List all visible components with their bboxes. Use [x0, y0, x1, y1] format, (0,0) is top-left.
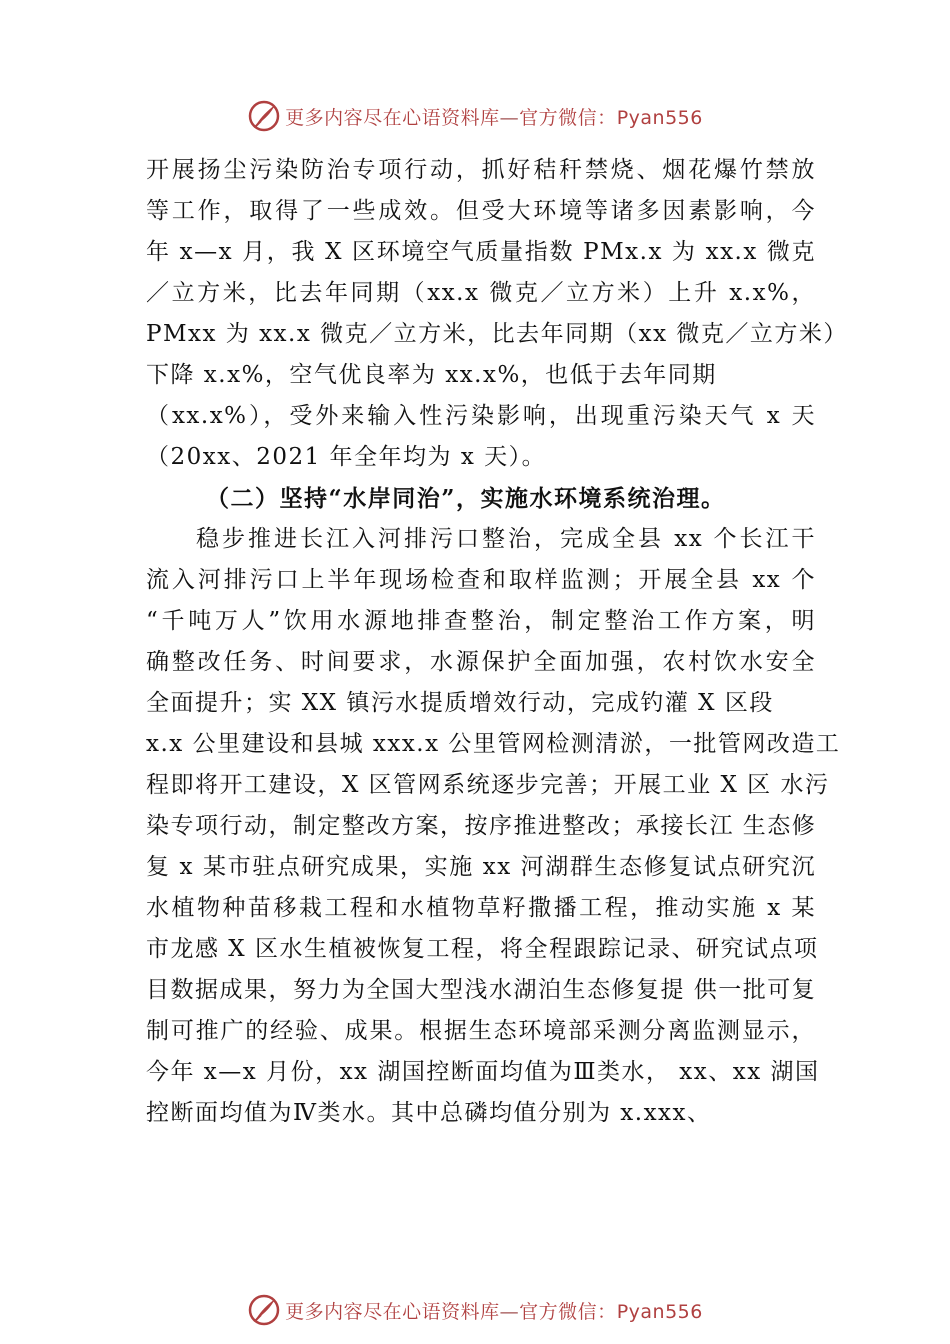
text-line: （20xx、2021 年全年均为 x 天）。: [146, 444, 547, 470]
text-line: x.x 公里建设和县城 xxx.x 公里管网检测清淤，一批管网改造工: [146, 731, 841, 757]
text-line: （xx.x%），受外来输入性污染影响，出现重污染天气 x 天: [146, 403, 816, 429]
footer-text: [285, 1297, 703, 1324]
text-line: 染专项行动，制定整改方案，按序推进整改；承接长江 生态修: [146, 813, 817, 839]
text-line: 流入河排污口上半年现场检查和取样监测；开展全县 xx 个: [146, 567, 816, 593]
text-line: 开展扬尘污染防治专项行动，抓好秸秆禁烧、烟花爆竹禁放: [146, 157, 816, 183]
text-line: “千吨万人”饮用水源地排查整治，制定整治工作方案，明: [146, 608, 816, 634]
text-line: 全面提升；实 XX 镇污水提质增效行动，完成钓灌 X 区段: [146, 690, 774, 716]
text-line: 程即将开工建设，X 区管网系统逐步完善；开展工业 X 区 水污: [146, 772, 830, 798]
header-contact: 官方微信：: [519, 106, 617, 129]
text-line: 下降 x.x%，空气优良率为 xx.x%，也低于去年同期: [146, 362, 717, 388]
text-line: 市龙感 X 区水生植被恢复工程，将全程跟踪记录、研究试点项: [146, 936, 819, 962]
paragraph-water-governance: [146, 519, 841, 1134]
text-line: 复 x 某市驻点研究成果，实施 xx 河湖群生态修复试点研究沉: [146, 854, 816, 880]
text-line: ／立方米，比去年同期（xx.x 微克／立方米）上升 x.x%，: [146, 280, 816, 306]
section-heading: （二）坚持“水岸同治”，实施水环境系统治理。: [206, 485, 726, 512]
text-line: 水植物种苗移栽工程和水植物草籽撒播工程，推动实施 x 某: [146, 895, 816, 921]
text-line: 确整改任务、时间要求，水源保护全面加强，农村饮水安全: [146, 649, 816, 675]
text-line: 稳步推进长江入河排污口整治，完成全县 xx 个长江干: [196, 526, 816, 552]
header-separator: —: [499, 106, 520, 129]
header-account: Pyan556: [616, 106, 703, 129]
text-line: 年 x—x 月，我 X 区环境空气质量指数 PMx.x 为 xx.x 微克: [146, 239, 816, 265]
text-line: PMxx 为 xx.x 微克／立方米，比去年同期（xx 微克／立方米）: [146, 321, 848, 347]
header-brand: 更多内容尽在心语资料库: [285, 106, 500, 129]
footer-contact: 官方微信：: [519, 1300, 617, 1323]
header-text: [285, 103, 703, 130]
quill-seal-icon: [247, 1293, 281, 1327]
text-line: 目数据成果，努力为全国大型浅水湖泊生态修复提 供一批可复: [146, 977, 817, 1003]
text-line: 今年 x—x 月份，xx 湖国控断面均值为Ⅲ类水， xx、xx 湖国: [146, 1059, 820, 1085]
document-body: [146, 150, 848, 1134]
paragraph-air-quality: [146, 150, 848, 478]
footer-separator: —: [499, 1300, 520, 1323]
text-line: 等工作，取得了一些成效。但受大环境等诸多因素影响，今: [146, 198, 816, 224]
quill-seal-icon: [247, 99, 281, 133]
footer-account: Pyan556: [616, 1300, 703, 1323]
header-banner: [0, 96, 950, 136]
footer-banner: [0, 1290, 950, 1330]
text-line: 控断面均值为Ⅳ类水。其中总磷均值分别为 x.xxx、: [146, 1100, 712, 1126]
footer-brand: 更多内容尽在心语资料库: [285, 1300, 500, 1323]
text-line: 制可推广的经验、成果。根据生态环境部采测分离监测显示，: [146, 1018, 816, 1044]
